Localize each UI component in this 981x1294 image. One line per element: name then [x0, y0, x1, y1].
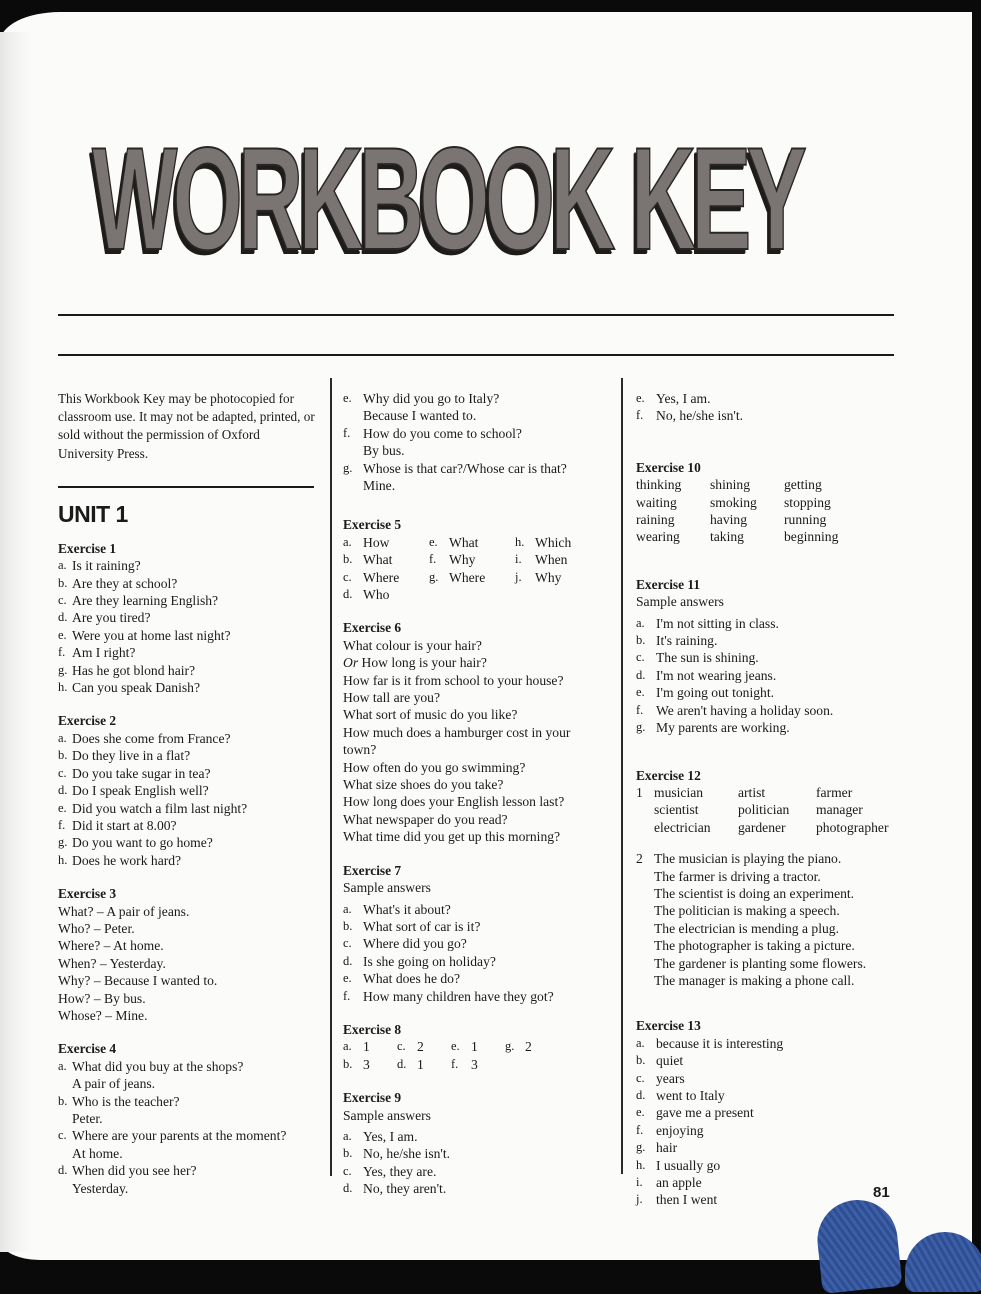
answer-line: What colour is your hair?	[343, 637, 482, 653]
exercise-9	[343, 1089, 615, 1197]
exercise-title: Exercise 11	[636, 576, 701, 592]
exercise-1	[58, 540, 316, 697]
answer-item: d. Do I speak English well?	[58, 783, 209, 799]
answer-item: a. because it is interesting	[636, 1035, 784, 1051]
title-rule-top	[58, 314, 894, 316]
answer-item: f. 3	[451, 1056, 478, 1072]
answer-item: e. What	[429, 534, 479, 550]
exercise-title: Exercise 2	[58, 713, 117, 729]
exercise-title: Exercise 10	[636, 459, 701, 475]
column-divider	[330, 378, 332, 1176]
answer-continuation: A pair of jeans.	[72, 1076, 156, 1092]
answer-item: h. Can you speak Danish?	[58, 680, 200, 696]
answer-item: a. Is it raining?	[58, 558, 141, 574]
answer-item: d. No, they aren't.	[343, 1181, 447, 1197]
exercise-title: Exercise 13	[636, 1018, 701, 1034]
answer-item: b. What	[343, 552, 393, 568]
word-grid: thinking shining getting waiting smoking stopping raining having running wearing taking beginning	[636, 477, 839, 545]
answer-item: b. Are they at school?	[58, 575, 178, 591]
exercise-4-continued	[343, 390, 615, 494]
exercise-11	[636, 576, 906, 737]
answer-item: e. What does he do?	[343, 971, 461, 987]
exercise-13	[636, 1017, 906, 1208]
answer-item: g. Has he got blond hair?	[58, 662, 196, 678]
exercise-title: Exercise 6	[343, 620, 402, 636]
exercise-subtitle: Sample answers	[343, 880, 431, 896]
answer-item: e. gave me a present	[636, 1105, 754, 1121]
exercise-title: Exercise 1	[58, 540, 117, 556]
answer-item: b. Who is the teacher?	[58, 1093, 180, 1109]
answer-item: d. Is she going on holiday?	[343, 953, 496, 969]
answer-item: c. years	[636, 1070, 685, 1086]
answer-line: What time did you get up this morning?	[343, 829, 561, 845]
answer-line: How? – By bus.	[58, 990, 146, 1006]
exercise-3	[58, 885, 316, 1024]
answer-item: e. 1	[451, 1039, 478, 1055]
answer-item: a. Does she come from France?	[58, 730, 231, 746]
answer-item: j. then I went	[636, 1192, 718, 1208]
exercise-9-continued	[636, 390, 906, 425]
answer-continuation: Yesterday.	[72, 1180, 129, 1196]
answer-item: b. Do they live in a flat?	[58, 748, 191, 764]
exercise-10	[636, 459, 906, 546]
answer-item: c. Are they learning English?	[58, 593, 219, 609]
exercise-title: Exercise 7	[343, 862, 402, 878]
answer-item: f. Am I right?	[58, 645, 136, 661]
exercise-7	[343, 862, 615, 1005]
exercise-title: Exercise 3	[58, 886, 117, 902]
answer-item: f. No, he/she isn't.	[636, 408, 744, 424]
answer-item: b. quiet	[636, 1053, 684, 1069]
answer-item: a. How	[343, 534, 390, 550]
answer-item: c. Yes, they are.	[343, 1163, 437, 1179]
answer-item: d. Who	[343, 587, 390, 603]
answer-item: e. Why did you go to Italy?	[343, 391, 500, 406]
answer-item: f. Why	[429, 552, 476, 568]
answer-line: What newspaper do you read?	[343, 811, 508, 827]
answer-continuation: Peter.	[72, 1111, 103, 1126]
answer-item: b. 3	[343, 1056, 370, 1072]
answer-item: c. The sun is shining.	[636, 650, 759, 666]
answer-item: f. We aren't having a holiday soon.	[636, 702, 834, 718]
exercise-title: Exercise 12	[636, 767, 701, 783]
answer-line: What size shoes do you take?	[343, 777, 504, 793]
answer-item: d. went to Italy	[636, 1088, 725, 1103]
answer-line: Where? – At home.	[58, 938, 164, 954]
answer-item: d. 1	[397, 1056, 424, 1072]
exercise-2	[58, 712, 316, 869]
unit-title: UNIT 1	[58, 500, 128, 527]
answer-item: c. Where did you go?	[343, 936, 467, 952]
answer-item: g. Where	[429, 569, 486, 585]
answer-continuation: At home.	[72, 1145, 123, 1161]
exercise-8	[343, 1021, 615, 1073]
part-1: 1 musician artist farmer scientist politician manager electrician gardener photographer	[636, 784, 889, 835]
answer-item: b. No, he/she isn't.	[343, 1146, 451, 1162]
answer-item: e. Did you watch a film last night?	[58, 800, 248, 816]
page-gutter	[0, 32, 34, 1252]
answer-item: a. 1	[343, 1039, 370, 1055]
exercise-12	[636, 767, 906, 990]
answer-item: b. What sort of car is it?	[343, 918, 481, 934]
answer-line: When? – Yesterday.	[58, 955, 166, 971]
answer-line: Why? – Because I wanted to.	[58, 973, 218, 989]
exercise-5	[343, 516, 615, 603]
answer-item: g. Whose is that car?/Whose car is that?	[343, 460, 567, 476]
answer-item: f. Did it start at 8.00?	[58, 817, 177, 833]
answer-line: How tall are you?	[343, 690, 441, 706]
answer-item: c. Do you take sugar in tea?	[58, 765, 211, 781]
answer-item: f. enjoying	[636, 1122, 704, 1138]
answer-item: h. Does he work hard?	[58, 852, 182, 868]
answer-item: i. When	[515, 552, 568, 568]
answer-item: a. I'm not sitting in class.	[636, 615, 779, 631]
exercise-6	[343, 619, 615, 845]
answer-continuation: Mine.	[363, 478, 396, 494]
answer-line: Whose? – Mine.	[58, 1007, 148, 1023]
answer-item: j. Why	[515, 569, 562, 585]
sentence-list: The musician is playing the piano. The farmer is driving a tractor. The scientist is doing an experiment. The politician is making a speech. The electrician is mending a plug. The photographer is taking a picture. The gardener is planting some flowers. The manager is making a phone call.	[654, 851, 867, 988]
unit-rule	[58, 486, 314, 488]
answer-item: e. I'm going out tonight.	[636, 685, 774, 701]
answer-line: How much does a hamburger cost in your town?	[343, 724, 571, 758]
page-title: WORKBOOK KEY	[92, 117, 802, 280]
part-2: 2 The musician is playing the piano. The farmer is driving a tractor. The scientist is doing an experiment. The politician is making a speech. The electrician is mending a plug. The photographer is taking a picture. The gardener is planting some flowers. The manager is making a phone call.	[636, 851, 867, 988]
exercise-4	[58, 1040, 316, 1197]
column-1	[58, 390, 316, 1213]
answer-item: i. an apple	[636, 1175, 702, 1191]
answer-continuation: By bus.	[363, 443, 405, 459]
answer-item: f. How many children have they got?	[343, 988, 554, 1004]
column-2	[343, 390, 615, 1214]
title-rule-bottom	[58, 354, 894, 356]
answer-item: g. 2	[505, 1039, 532, 1055]
answer-item: c. Where	[343, 569, 400, 585]
answer-item: d. When did you see her?	[58, 1163, 197, 1179]
answer-line: What? – A pair of jeans.	[58, 903, 190, 919]
answer-item: c. 2	[397, 1039, 424, 1055]
answer-item: c. Where are your parents at the moment?	[58, 1128, 287, 1144]
answer-line: How long does your English lesson last?	[343, 794, 565, 810]
answer-line: Or How long is your hair?	[343, 655, 487, 671]
answer-item: b. It's raining.	[636, 633, 718, 649]
answer-line: Who? – Peter.	[58, 920, 135, 936]
copyright-notice: This Workbook Key may be photocopied for classroom use. It may not be adapted, printed, or sold without the permission of Oxford University Press.	[58, 391, 315, 461]
column-3	[636, 390, 906, 1225]
exercise-title: Exercise 5	[343, 517, 402, 533]
book-page	[0, 12, 972, 1260]
or-label: Or	[343, 655, 359, 671]
answer-item: g. hair	[636, 1140, 678, 1156]
page-number: 81	[873, 1184, 890, 1201]
answer-item: d. Are you tired?	[58, 610, 151, 626]
column-divider	[621, 378, 623, 1174]
answer-item: h. I usually go	[636, 1157, 721, 1173]
word-grid: musician artist farmer scientist politician manager electrician gardener photographer	[654, 784, 889, 835]
answer-item: g. Do you want to go home?	[58, 835, 213, 851]
answer-item: f. How do you come to school?	[343, 425, 522, 441]
exercise-subtitle: Sample answers	[636, 594, 724, 610]
answer-item: g. My parents are working.	[636, 720, 790, 736]
answer-item: d. I'm not wearing jeans.	[636, 667, 777, 683]
answer-line: How often do you go swimming?	[343, 759, 526, 775]
answer-continuation: Because I wanted to.	[363, 408, 477, 424]
exercise-title: Exercise 8	[343, 1021, 402, 1037]
exercise-title: Exercise 4	[58, 1041, 117, 1057]
answer-line: How far is it from school to your house?	[343, 672, 564, 688]
answer-item: e. Yes, I am.	[636, 391, 711, 406]
answer-item: a. What's it about?	[343, 901, 451, 917]
answer-item: e. Were you at home last night?	[58, 627, 231, 643]
answer-item: h. Which	[515, 534, 572, 550]
answer-item: a. Yes, I am.	[343, 1128, 418, 1144]
exercise-title: Exercise 9	[343, 1090, 402, 1106]
exercise-subtitle: Sample answers	[343, 1107, 431, 1123]
answer-item: a. What did you buy at the shops?	[58, 1058, 244, 1074]
answer-line: What sort of music do you like?	[343, 707, 518, 723]
